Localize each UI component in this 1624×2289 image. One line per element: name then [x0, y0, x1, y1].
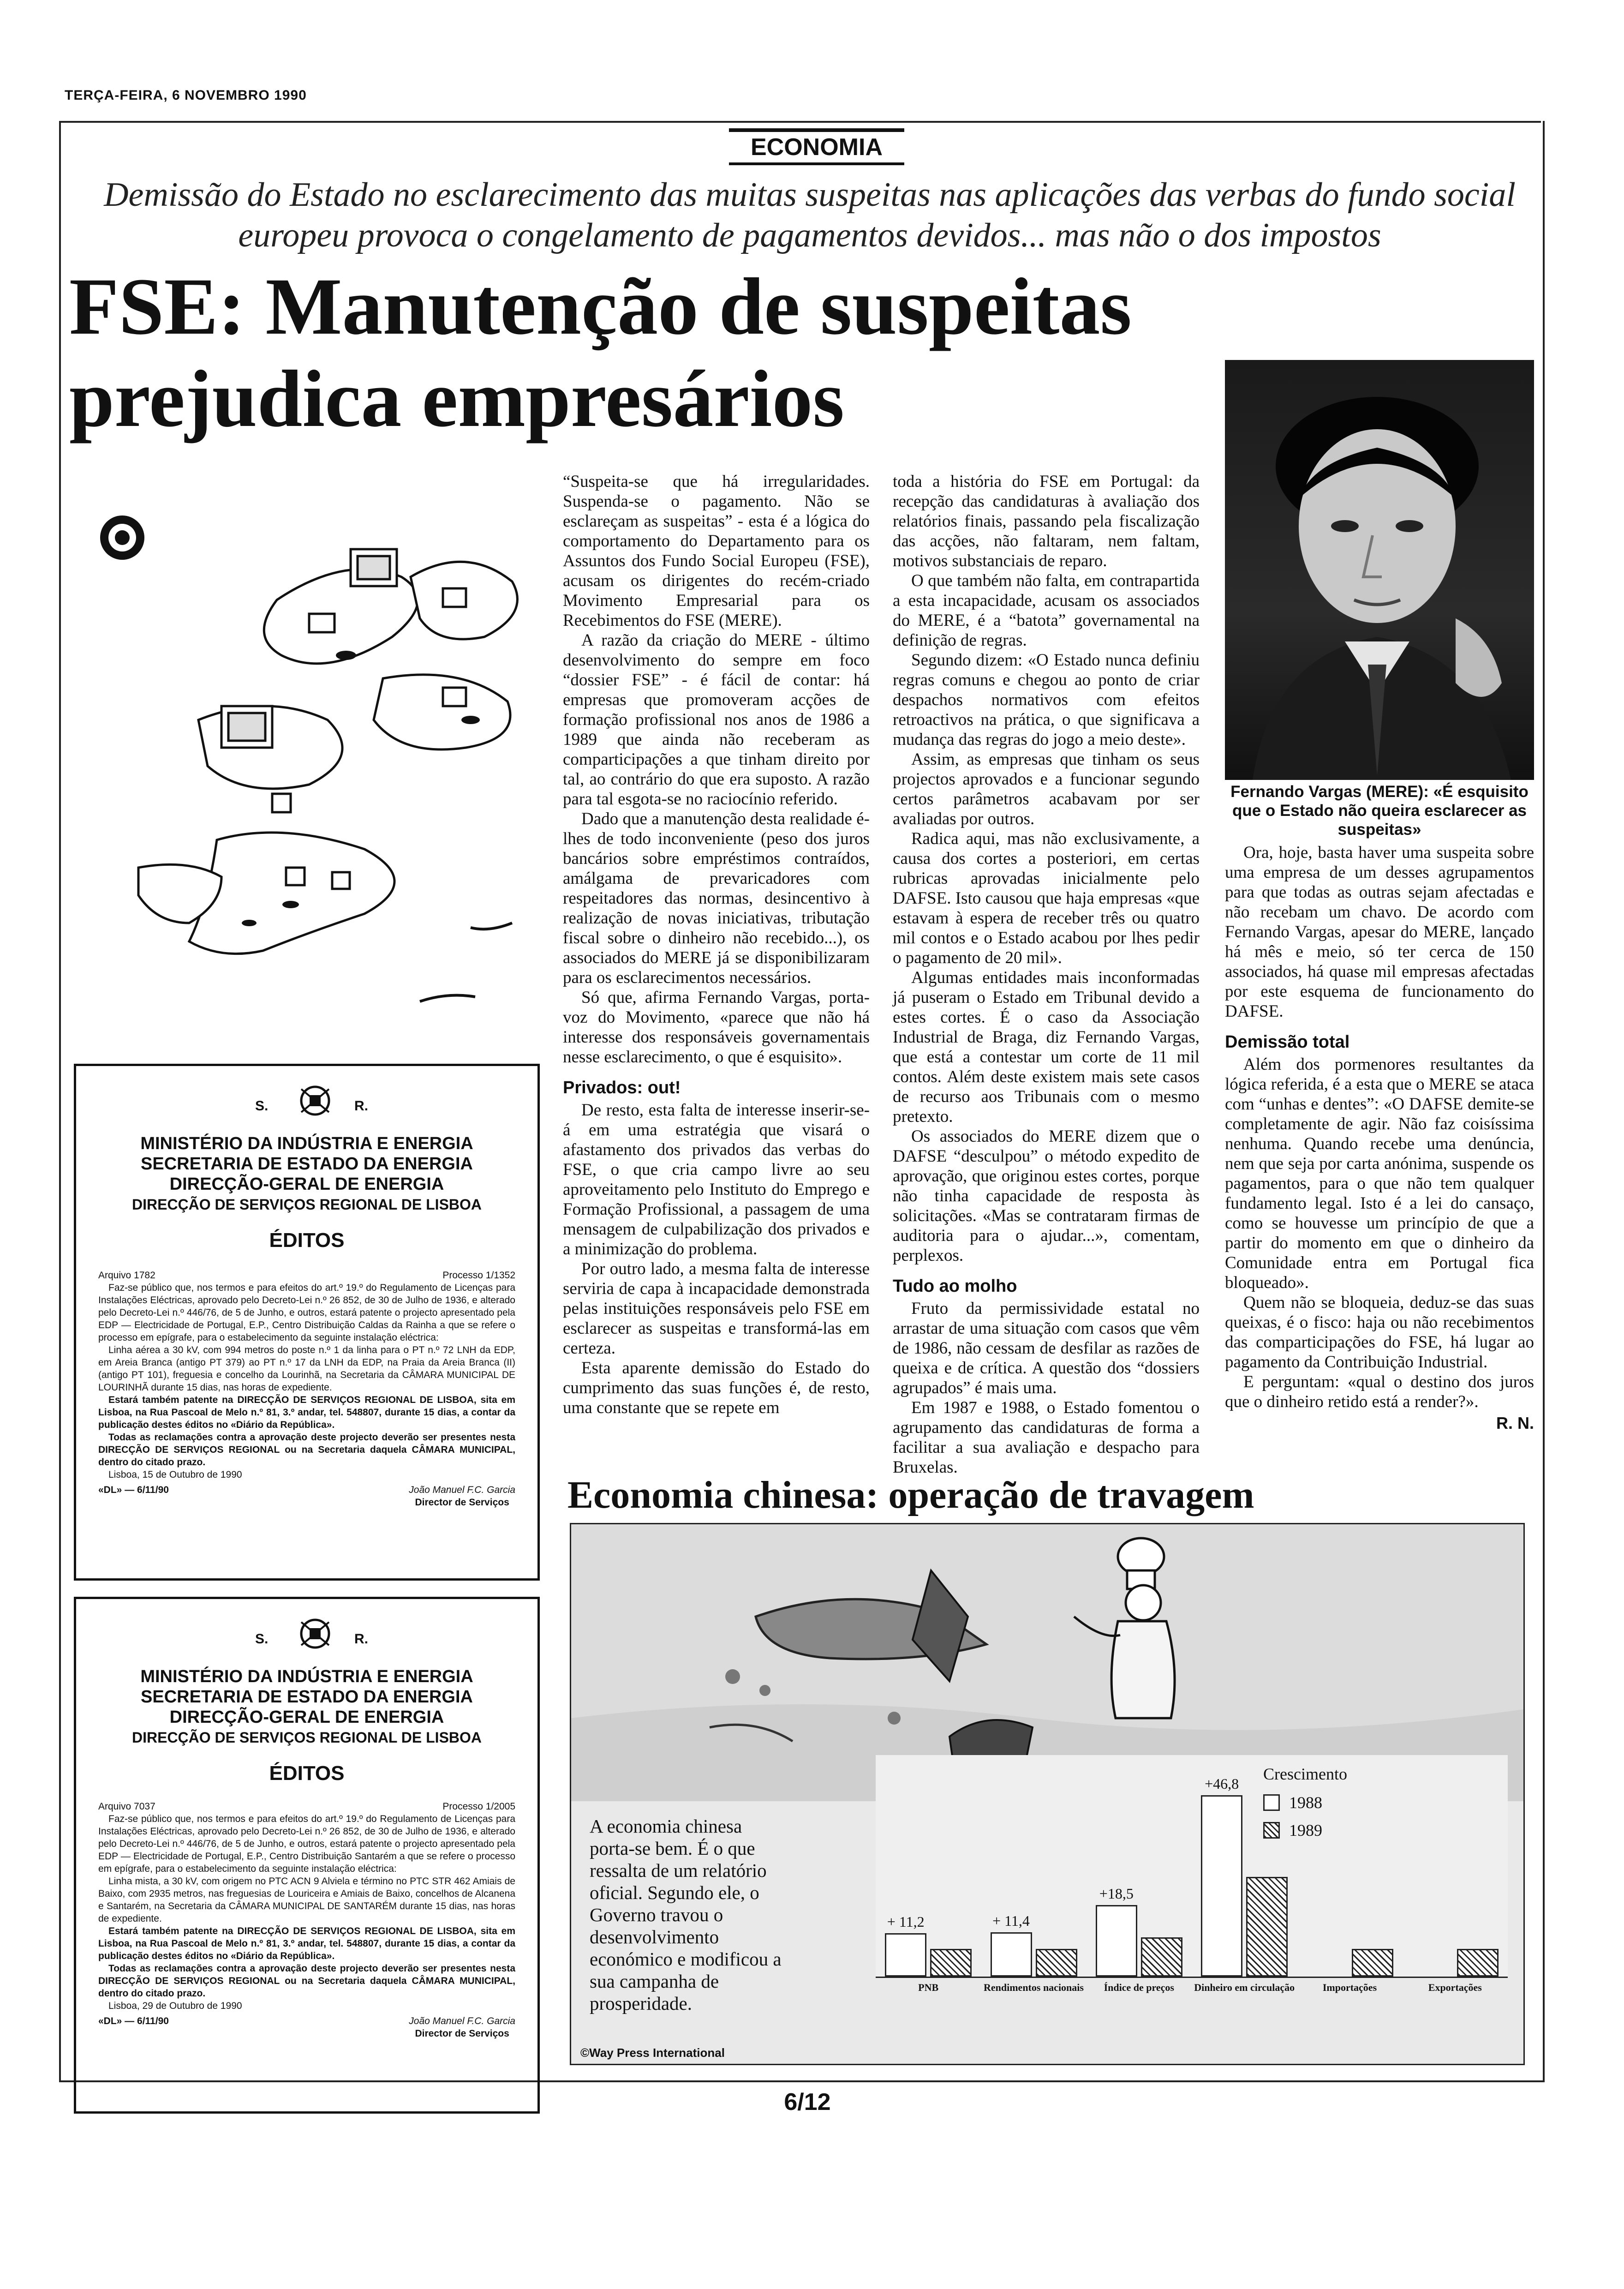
- article-paragraph: De resto, esta falta de interesse inserir-se-á em uma estratégia que visará o afastamento dos privados das verbas do FSE, o que cria campo livre ao seu aproveitamento pelo Instituto do Emprego e Formação Profissional, a passagem de uma mensagem de culpabilização dos privados e a minimização do problema.: [563, 1101, 870, 1258]
- article-paragraph: E perguntam: «qual o destino dos juros que o dinheiro retido está a render?».: [1225, 1372, 1534, 1411]
- article-paragraph: Por outro lado, a mesma falta de interesse serviria de capa à incapacidade demonstrada pelas instituições responsáveis pelo FSE em esclarecer as suspeitas e transformá-las em certeza.: [563, 1259, 870, 1358]
- article-paragraph: Algumas entidades mais inconformadas já puseram o Estado em Tribunal devido a estes cortes. É o caso da Associação Industrial de Braga, diz Fernando Vargas, que está a contestar um corte de 11 mil contos. Além deste existem mais sete casos de recurso aos Tribunais com o mesmo pretexto.: [893, 968, 1200, 1126]
- notice-emblem-left: S.: [255, 1098, 269, 1114]
- bar-value-label: + 11,4: [992, 1912, 1030, 1929]
- category-label: Importações: [1322, 1982, 1377, 1993]
- notice-archive: Arquivo 7037: [98, 1801, 155, 1812]
- headline: [69, 261, 1361, 445]
- crest-icon: [292, 1080, 338, 1121]
- bar-1989: [1457, 1949, 1499, 1977]
- legend-swatch-1988: [1263, 1794, 1280, 1811]
- bar-1988: [1201, 1795, 1242, 1977]
- notice-body: [98, 1800, 515, 2040]
- headline-line-1: FSE: Manutenção de suspeitas: [69, 262, 1132, 352]
- china-text: A economia chinesa porta-se bem. É o que ressalta de um relatório oficial. Segundo ele, o Governo travou o desenvolvimento económico e modificou a sua campanha de prosperidade.: [590, 1815, 783, 2014]
- lead-subtitle-line-2: europeu provoca o congelamento de pagamentos devidos... mas não o dos impostos: [238, 216, 1381, 254]
- notice-directorate: DIRECÇÃO-GERAL DE ENERGIA: [169, 1174, 444, 1194]
- category-label: PNB: [918, 1982, 939, 1993]
- china-panel: [570, 1523, 1525, 2065]
- notice-secretariat: SECRETARIA DE ESTADO DA ENERGIA: [141, 1154, 473, 1174]
- category-label: Rendimentos nacionais: [984, 1982, 1084, 1993]
- category-label: Exportações: [1428, 1982, 1482, 1993]
- article-paragraph: toda a história do FSE em Portugal: da recepção das candidaturas à avaliação dos relatórios finais, passando pela fiscalização das acções, não faltaram, nem faltam, motivos substanciais de reparo.: [893, 472, 1200, 570]
- category-label: Dinheiro em circulação: [1194, 1982, 1295, 1993]
- bar-1989: [1141, 1937, 1182, 1977]
- issue-date: TERÇA-FEIRA, 6 NOVEMBRO 1990: [65, 88, 307, 103]
- notice-emblem: [98, 1080, 515, 1121]
- notice-process: Processo 1/2005: [442, 1801, 515, 1812]
- notice-directorate: DIRECÇÃO-GERAL DE ENERGIA: [169, 1708, 444, 1727]
- author-signature: R. N.: [1496, 1414, 1534, 1432]
- china-title: Economia chinesa: operação de travagem: [567, 1474, 1254, 1516]
- bar-1988: [885, 1933, 926, 1977]
- bar-value-label: +18,5: [1099, 1885, 1134, 1902]
- lead-subtitle-line-1: Demissão do Estado no esclarecimento das muitas suspeitas nas aplicações das verbas do fundo social: [104, 176, 1516, 214]
- notice-signer-title: Director de Serviços: [415, 1497, 509, 1508]
- article-paragraph: Esta aparente demissão do Estado do cumprimento das suas funções é, de resto, uma constante que se repete em: [563, 1359, 870, 1417]
- headline-line-2: prejudica empresários: [69, 354, 844, 444]
- notice-body: [98, 1269, 515, 1509]
- page-number: 6/12: [784, 2089, 831, 2115]
- computers-cartoon: [69, 461, 563, 1020]
- bar-1989: [1352, 1949, 1393, 1977]
- bar-1988: [991, 1932, 1032, 1977]
- notice-emblem-right: R.: [354, 1631, 368, 1647]
- article-paragraph: Só que, afirma Fernando Vargas, porta-voz do Movimento, «parece que não há interesse dos responsáveis governamentais nesse esclarecimento, o que é esquisito».: [563, 988, 870, 1067]
- subheading-privados: Privados: out!: [563, 1078, 681, 1097]
- notice-archive: Arquivo 1782: [98, 1270, 155, 1281]
- notice-paragraph: Faz-se público que, nos termos e para efeitos do art.º 19.º do Regulamento de Licenças para Instalações Eléctricas, aprovado pelo Decreto-Lei n.º 26 852, de 30 de Julho de 1936, e alterado pelo Decreto-Lei n.º 446/76, de 5 de Junho, e outros, estará patente o projecto apresentado pela EDP — Electricidade de Portugal, E.P., Centro Distribuição Caldas da Rainha a que se refere o processo em epígrafe, para o estabelecimento da seguinte instalação eléctrica:: [98, 1282, 515, 1343]
- notice-secretariat: SECRETARIA DE ESTADO DA ENERGIA: [141, 1687, 473, 1707]
- notice-paragraph: Todas as reclamações contra a aprovação deste projecto deverão ser presentes nesta DIRECÇÃO DE SERVIÇOS REGIONAL ou na Secretaria daquela CÂMARA MUNICIPAL, dentro do citado prazo.: [98, 1432, 515, 1468]
- notice-paragraph: Estará também patente na DIRECÇÃO DE SERVIÇOS REGIONAL DE LISBOA, sita em Lisboa, na Rua Pascoal de Melo n.º 81, 3.º andar, tel. 548807, durante 15 dias, a contar da publicação destes éditos no «Diário da República».: [98, 1395, 515, 1430]
- chart-legend: [1263, 1764, 1448, 1840]
- notice-place-date: Lisboa, 15 de Outubro de 1990: [108, 1469, 242, 1480]
- notice-signer-title: Director de Serviços: [415, 2028, 509, 2039]
- bar-1989: [1246, 1877, 1288, 1977]
- notice-signer: João Manuel F.C. Garcia: [409, 1485, 515, 1495]
- legal-notice-1: [74, 1064, 540, 1581]
- legend-label-1989: 1989: [1289, 1821, 1322, 1840]
- article-column-3: [1225, 843, 1534, 1433]
- bar-1989: [930, 1949, 972, 1977]
- article-paragraph: Segundo dizem: «O Estado nunca definiu regras comuns e chegou ao ponto de criar despachos normativos com efeitos retroactivos na prática, o que significava a mudança das regras do jogo a meio deste».: [893, 651, 1200, 749]
- article-paragraph: Em 1987 e 1988, o Estado fomentou o agrupamento das candidaturas de forma a facilitar a sua avaliação e despacho para Bruxelas.: [893, 1398, 1200, 1477]
- bar-1989: [1036, 1949, 1077, 1977]
- subheading-demissao-total: Demissão total: [1225, 1032, 1350, 1052]
- notice-reference: «DL» — 6/11/90: [98, 2016, 169, 2026]
- section-label: ECONOMIA: [729, 128, 904, 165]
- article-paragraph: Os associados do MERE dizem que o DAFSE “desculpou” o método expedito de aprovação, que originou estes cortes, porque não tinha capacidade de resposta às solicitações. «Mas se contrataram firmas de auditoria para o ajudar...», comentam, perplexos.: [893, 1127, 1200, 1265]
- notice-ministry: MINISTÉRIO DA INDÚSTRIA E ENERGIA: [140, 1667, 473, 1686]
- legal-notice-2: [74, 1597, 540, 2114]
- article-column-2: [893, 472, 1200, 1477]
- notice-emblem: [98, 1613, 515, 1654]
- notice-ministry: MINISTÉRIO DA INDÚSTRIA E ENERGIA: [140, 1134, 473, 1153]
- notice-reference: «DL» — 6/11/90: [98, 1485, 169, 1495]
- photo-caption: Fernando Vargas (MERE): «É esquisito que o Estado não queira esclarecer as suspeitas»: [1230, 783, 1528, 839]
- article-paragraph: Quem não se bloqueia, deduz-se das suas queixas, é o fisco: haja ou não recebimentos das comparticipações do FSE, há lugar ao pagamento da Contribuição Industrial.: [1225, 1293, 1534, 1372]
- notice-signer: João Manuel F.C. Garcia: [409, 2016, 515, 2026]
- notice-heading: ÉDITOS: [269, 1762, 345, 1785]
- bar-1988: [1096, 1905, 1137, 1977]
- notice-heading: ÉDITOS: [269, 1229, 345, 1252]
- notice-regional-service: DIRECÇÃO DE SERVIÇOS REGIONAL DE LISBOA: [131, 1729, 482, 1746]
- article-paragraph: Radica aqui, mas não exclusivamente, a causa dos cortes a posteriori, em certas rubricas aprovadas inicialmente pelo DAFSE. Isto causou que haja empresas «que estavam à espera de receber três ou quatro mil contos e o Estado acabou por lhes pedir o pagamento de 20 mil».: [893, 829, 1200, 967]
- china-credit: ©Way Press International: [580, 2046, 725, 2060]
- notice-process: Processo 1/1352: [442, 1270, 515, 1281]
- article-paragraph: Dado que a manutenção desta realidade é-lhes de todo inconveniente (peso dos juros bancários sobre empréstimos contraídos, amálgama de prevaricadores com respeitadores das normas, desincentivo à realização de novas iniciativas, tributação fiscal sobre o dinheiro não recebido...), os associados do MERE já se disponibilizaram para os esclarecimentos necessários.: [563, 809, 870, 987]
- notice-emblem-left: S.: [255, 1631, 269, 1647]
- notice-emblem-right: R.: [354, 1098, 368, 1114]
- notice-regional-service: DIRECÇÃO DE SERVIÇOS REGIONAL DE LISBOA: [131, 1196, 482, 1213]
- notice-paragraph: Todas as reclamações contra a aprovação deste projecto deverão ser presentes nesta DIRECÇÃO DE SERVIÇOS REGIONAL ou na Secretaria daquela CÂMARA MUNICIPAL, dentro do citado prazo.: [98, 1963, 515, 1999]
- category-label: Índice de preços: [1104, 1982, 1174, 1993]
- notice-place-date: Lisboa, 29 de Outubro de 1990: [108, 2001, 242, 2011]
- article-column-1: [563, 472, 870, 1418]
- article-paragraph: Assim, as empresas que tinham os seus projectos aprovados e a funcionar segundo certos parâmetros acabavam por ser avaliadas por outros.: [893, 750, 1200, 828]
- legend-label-1988: 1988: [1289, 1793, 1322, 1812]
- article-paragraph: “Suspeita-se que há irregularidades. Suspenda-se o pagamento. Não se esclareçam as suspeitas” - esta é a lógica do comportamento do Departamento para os Assuntos dos Fundo Social Europeu (FSE), acusam os dirigentes do recém-criado Movimento Empresarial para os Recebimentos do FSE (MERE).: [563, 472, 870, 630]
- article-paragraph: Fruto da permissividade estatal no arrastar de uma situação com casos que vêm de 1986, não cessam de desfilar as razões de queixa e de crítica. A questão dos “dossiers agrupados” é mais uma.: [893, 1299, 1200, 1397]
- bar-value-label: + 11,2: [887, 1913, 925, 1930]
- article-paragraph: Além dos pormenores resultantes da lógica referida, é a esta que o MERE se ataca com “unhas e dentes”: «O DAFSE demite-se completamente de agir. Não faz coisíssima nenhuma. Quando recebe uma denúncia, nem que seja por carta anónima, suspende os pagamentos, para o que não tem qualquer fundamento legal. Isto é a lei do cansaço, como se houvesse um princípio de que a partir do momento em que o dinheiro da Comunidade entra em Portugal fica bloqueado».: [1225, 1055, 1534, 1292]
- notice-paragraph: Linha aérea a 30 kV, com 994 metros do poste n.º 1 da linha para o PT n.º 72 LNH da EDP, em Areia Branca (antigo PT 379) ao PT n.º 17 da LNH da EDP, na Praia da Areia Branca (II) (antigo PT 101), freguesia e concelho da Lourinhã, na Secretaria da CÂMARA MUNICIPAL DE LOURINHÃ durante 15 dias, nas horas de expediente.: [98, 1345, 515, 1393]
- notice-paragraph: Faz-se público que, nos termos e para efeitos do art.º 19.º do Regulamento de Licenças para Instalações Eléctricas, aprovado pelo Decreto-Lei n.º 26 852, de 30 de Julho de 1936, e alterado pelo Decreto-Lei n.º 446/76, de 5 de Junho, e outros, estará patente o projecto apresentado pela EDP — Electricidade de Portugal, E.P., Centro Distribuição Santarém a que se refere o processo em epígrafe, para o estabelecimento da seguinte instalação eléctrica:: [98, 1814, 515, 1874]
- portrait-photo: [1225, 360, 1534, 780]
- lead-subtitle: [69, 174, 1550, 256]
- legend-swatch-1989: [1263, 1822, 1280, 1839]
- notice-paragraph: Linha mista, a 30 kV, com origem no PTC ACN 9 Alviela e término no PTC STR 462 Amiais de Baixo, com 2935 metros, nas freguesias de Louriceira e Amiais de Baixo, concelhos de Alcanena e Santarém, na Secretaria da CÂMARA MUNICIPAL DE SANTARÉM durante 15 dias, nas horas de expediente.: [98, 1876, 515, 1924]
- notice-paragraph: Estará também patente na DIRECÇÃO DE SERVIÇOS REGIONAL DE LISBOA, sita em Lisboa, na Rua Pascoal de Melo n.º 81, 3.º andar, tel. 548807, durante 15 dias, a contar da publicação destes éditos no «Diário da República».: [98, 1926, 515, 1961]
- chart-category-labels: [876, 1981, 1508, 2013]
- bar-value-label: +46,8: [1205, 1775, 1239, 1792]
- article-paragraph: Ora, hoje, basta haver uma suspeita sobre uma empresa de um desses agrupamentos para que todas as outras sejam afectadas e não recebam um chavo. De acordo com Fernando Vargas, apesar do MERE, lançado há mês e meio, só ter cerca de 150 associados, há quase mil empresas afectadas por este esquema de funcionamento do DAFSE.: [1225, 843, 1534, 1021]
- subheading-tudo-ao-molho: Tudo ao molho: [893, 1276, 1017, 1296]
- article-paragraph: O que também não falta, em contrapartida a esta incapacidade, acusam os associados do MERE, é a “batota” governamental na definição de regras.: [893, 571, 1200, 650]
- crest-icon: [292, 1613, 338, 1654]
- legend-title: Crescimento: [1263, 1765, 1347, 1783]
- article-paragraph: A razão da criação do MERE - último desenvolvimento do sempre em foco “dossier FSE” - é fácil de contar: há empresas que promoveram acções de formação profissional nos anos de 1986 a 1989 que ainda não receberam as comparticipações a que tinham direito por tal, ao contrário do que era suposto. A razão para tal esgota-se no raciocínio referido.: [563, 631, 870, 809]
